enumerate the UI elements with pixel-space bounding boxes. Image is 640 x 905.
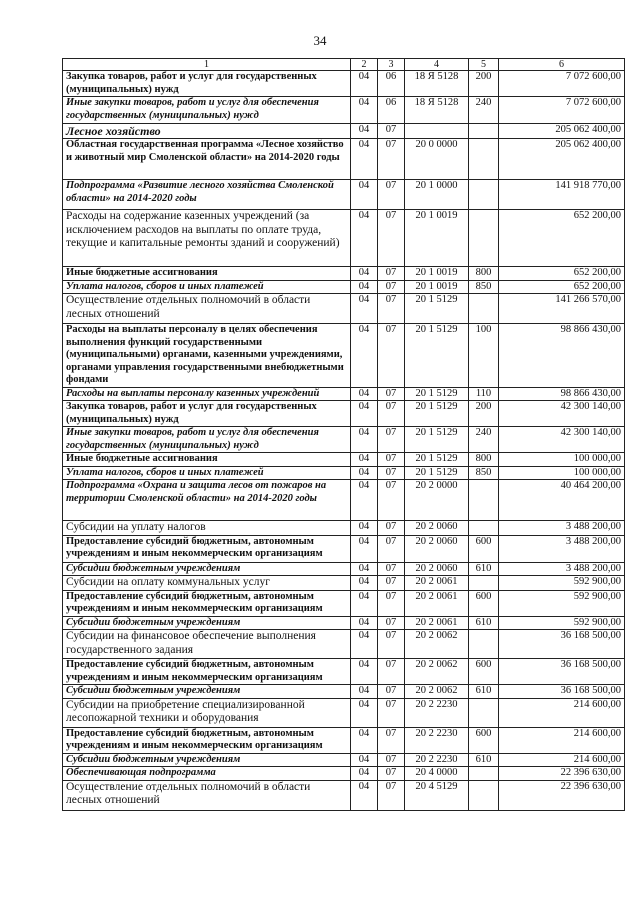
- row-name-cell: Закупка товаров, работ и услуг для государственных (муниципальных) нужд: [63, 71, 351, 97]
- row-amount-cell: 42 300 140,00: [499, 427, 625, 453]
- row-expense-type-cell: 240: [469, 97, 499, 124]
- row-name-cell: Уплата налогов, сборов и иных платежей: [63, 466, 351, 480]
- table-row: [63, 535, 625, 562]
- table-row: [63, 780, 625, 810]
- row-expense-type-cell: 800: [469, 453, 499, 467]
- row-subsection-cell: 07: [378, 324, 405, 388]
- table-row: [63, 124, 625, 139]
- row-section-cell: 04: [351, 294, 378, 324]
- row-section-cell: 04: [351, 139, 378, 180]
- page-number: 34: [313, 33, 327, 48]
- row-subsection-cell: 07: [378, 427, 405, 453]
- row-target-code-cell: 20 2 0062: [405, 630, 469, 659]
- row-expense-type-cell: 850: [469, 280, 499, 294]
- row-name-cell: Областная государственная программа «Лесное хозяйство и животный мир Смоленской области» на 2014-2020 годы: [63, 139, 351, 180]
- row-target-code-cell: 20 2 0060: [405, 535, 469, 562]
- row-name-cell: Подпрограмма «Развитие лесного хозяйства Смоленской области» на 2014-2020 годы: [63, 180, 351, 210]
- row-name-cell: Расходы на выплаты персоналу в целях обеспечения выполнения функций государственными (муниципальными) органами, казенными учреждениями, органами управления государственными внебюджетными фондами: [63, 324, 351, 388]
- row-expense-type-cell: 200: [469, 401, 499, 427]
- row-name-cell: Субсидии на оплату коммунальных услуг: [63, 576, 351, 591]
- table-row: [63, 427, 625, 453]
- row-target-code-cell: 20 1 5129: [405, 427, 469, 453]
- row-name-cell: Иные бюджетные ассигнования: [63, 453, 351, 467]
- row-subsection-cell: 07: [378, 480, 405, 521]
- row-target-code-cell: 20 2 0061: [405, 590, 469, 616]
- table-row: [63, 727, 625, 753]
- row-expense-type-cell: [469, 294, 499, 324]
- row-name-cell: Субсидии бюджетным учреждениям: [63, 562, 351, 576]
- row-name-cell: Закупка товаров, работ и услуг для государственных (муниципальных) нужд: [63, 401, 351, 427]
- row-amount-cell: 205 062 400,00: [499, 139, 625, 180]
- row-amount-cell: 205 062 400,00: [499, 124, 625, 139]
- row-section-cell: 04: [351, 767, 378, 781]
- table-body: [63, 71, 625, 811]
- row-name-cell: Субсидии на финансовое обеспечение выполнения государственного задания: [63, 630, 351, 659]
- row-subsection-cell: 07: [378, 535, 405, 562]
- row-section-cell: 04: [351, 521, 378, 536]
- table-row: [63, 562, 625, 576]
- row-target-code-cell: 20 0 0000: [405, 139, 469, 180]
- row-amount-cell: 42 300 140,00: [499, 401, 625, 427]
- row-subsection-cell: 07: [378, 780, 405, 810]
- table-row: [63, 294, 625, 324]
- row-amount-cell: 592 900,00: [499, 576, 625, 591]
- table-row: [63, 267, 625, 281]
- row-expense-type-cell: [469, 576, 499, 591]
- row-subsection-cell: 07: [378, 280, 405, 294]
- row-expense-type-cell: 610: [469, 753, 499, 767]
- row-target-code-cell: 20 2 0060: [405, 521, 469, 536]
- table-row: [63, 630, 625, 659]
- row-target-code-cell: 20 1 0019: [405, 280, 469, 294]
- table-row: [63, 698, 625, 727]
- row-amount-cell: 98 866 430,00: [499, 324, 625, 388]
- row-name-cell: Субсидии бюджетным учреждениям: [63, 753, 351, 767]
- row-name-cell: Осуществление отдельных полномочий в области лесных отношений: [63, 780, 351, 810]
- row-amount-cell: 100 000,00: [499, 466, 625, 480]
- row-name-cell: Субсидии бюджетным учреждениям: [63, 616, 351, 630]
- row-section-cell: 04: [351, 124, 378, 139]
- table-row: [63, 139, 625, 180]
- row-target-code-cell: 20 2 2230: [405, 727, 469, 753]
- row-target-code-cell: 20 1 5129: [405, 453, 469, 467]
- row-subsection-cell: 07: [378, 294, 405, 324]
- table-row: [63, 97, 625, 124]
- row-expense-type-cell: 600: [469, 590, 499, 616]
- row-subsection-cell: 07: [378, 139, 405, 180]
- row-section-cell: 04: [351, 453, 378, 467]
- row-section-cell: 04: [351, 590, 378, 616]
- row-expense-type-cell: 600: [469, 727, 499, 753]
- table-row: [63, 71, 625, 97]
- row-amount-cell: 652 200,00: [499, 267, 625, 281]
- row-expense-type-cell: [469, 210, 499, 267]
- row-subsection-cell: 07: [378, 685, 405, 699]
- row-target-code-cell: 20 2 0060: [405, 562, 469, 576]
- row-subsection-cell: 06: [378, 71, 405, 97]
- row-name-cell: Осуществление отдельных полномочий в области лесных отношений: [63, 294, 351, 324]
- table-row: [63, 324, 625, 388]
- row-section-cell: 04: [351, 698, 378, 727]
- row-name-cell: Расходы на содержание казенных учреждений (за исключением расходов на выплаты по оплате труда, текущие и капитальные ремонты зданий и сооружений): [63, 210, 351, 267]
- row-amount-cell: 141 266 570,00: [499, 294, 625, 324]
- row-amount-cell: 3 488 200,00: [499, 562, 625, 576]
- row-target-code-cell: 18 Я 5128: [405, 71, 469, 97]
- header-cell: 1: [63, 59, 351, 71]
- row-name-cell: Иные закупки товаров, работ и услуг для обеспечения государственных (муниципальных) нужд: [63, 427, 351, 453]
- table-row: [63, 280, 625, 294]
- row-section-cell: 04: [351, 753, 378, 767]
- header-cell: 4: [405, 59, 469, 71]
- row-section-cell: 04: [351, 210, 378, 267]
- row-subsection-cell: 06: [378, 97, 405, 124]
- row-target-code-cell: 20 4 5129: [405, 780, 469, 810]
- row-subsection-cell: 07: [378, 767, 405, 781]
- row-subsection-cell: 07: [378, 753, 405, 767]
- row-section-cell: 04: [351, 71, 378, 97]
- row-amount-cell: 592 900,00: [499, 590, 625, 616]
- row-target-code-cell: 20 4 0000: [405, 767, 469, 781]
- budget-table: [62, 58, 625, 811]
- header-cell: 5: [469, 59, 499, 71]
- row-name-cell: Субсидии на уплату налогов: [63, 521, 351, 536]
- table-row: [63, 767, 625, 781]
- row-target-code-cell: 20 2 0062: [405, 659, 469, 685]
- row-expense-type-cell: 850: [469, 466, 499, 480]
- row-expense-type-cell: 610: [469, 685, 499, 699]
- row-expense-type-cell: 110: [469, 387, 499, 401]
- row-section-cell: 04: [351, 97, 378, 124]
- row-expense-type-cell: 610: [469, 562, 499, 576]
- row-amount-cell: 100 000,00: [499, 453, 625, 467]
- row-name-cell: Субсидии на приобретение специализированной лесопожарной техники и оборудования: [63, 698, 351, 727]
- row-amount-cell: 3 488 200,00: [499, 521, 625, 536]
- row-section-cell: 04: [351, 180, 378, 210]
- row-target-code-cell: 20 1 5129: [405, 466, 469, 480]
- row-subsection-cell: 07: [378, 698, 405, 727]
- row-amount-cell: 22 396 630,00: [499, 780, 625, 810]
- row-subsection-cell: 07: [378, 401, 405, 427]
- row-target-code-cell: 20 1 5129: [405, 401, 469, 427]
- row-subsection-cell: 07: [378, 727, 405, 753]
- row-section-cell: 04: [351, 387, 378, 401]
- row-expense-type-cell: 100: [469, 324, 499, 388]
- table-row: [63, 180, 625, 210]
- table-row: [63, 453, 625, 467]
- row-section-cell: 04: [351, 535, 378, 562]
- table-row: [63, 590, 625, 616]
- row-amount-cell: 7 072 600,00: [499, 71, 625, 97]
- row-amount-cell: 36 168 500,00: [499, 630, 625, 659]
- row-amount-cell: 36 168 500,00: [499, 685, 625, 699]
- row-name-cell: Расходы на выплаты персоналу казенных учреждений: [63, 387, 351, 401]
- row-expense-type-cell: [469, 124, 499, 139]
- row-expense-type-cell: 600: [469, 659, 499, 685]
- row-amount-cell: 22 396 630,00: [499, 767, 625, 781]
- row-name-cell: Предоставление субсидий бюджетным, автономным учреждениям и иным некоммерческим организациям: [63, 535, 351, 562]
- row-section-cell: 04: [351, 324, 378, 388]
- table-row: [63, 466, 625, 480]
- row-name-cell: Уплата налогов, сборов и иных платежей: [63, 280, 351, 294]
- row-amount-cell: 141 918 770,00: [499, 180, 625, 210]
- row-section-cell: 04: [351, 427, 378, 453]
- row-amount-cell: 652 200,00: [499, 210, 625, 267]
- row-expense-type-cell: [469, 480, 499, 521]
- header-cell: 2: [351, 59, 378, 71]
- row-subsection-cell: 07: [378, 659, 405, 685]
- row-name-cell: Подпрограмма «Охрана и защита лесов от пожаров на территории Смоленской области» на 2014-2020 годы: [63, 480, 351, 521]
- table-row: [63, 480, 625, 521]
- table-row: [63, 685, 625, 699]
- header-cell: 6: [499, 59, 625, 71]
- row-expense-type-cell: [469, 139, 499, 180]
- row-target-code-cell: 20 2 2230: [405, 753, 469, 767]
- row-section-cell: 04: [351, 401, 378, 427]
- row-section-cell: 04: [351, 659, 378, 685]
- row-name-cell: Иные бюджетные ассигнования: [63, 267, 351, 281]
- row-subsection-cell: 07: [378, 616, 405, 630]
- row-section-cell: 04: [351, 562, 378, 576]
- row-amount-cell: 652 200,00: [499, 280, 625, 294]
- row-subsection-cell: 07: [378, 521, 405, 536]
- row-section-cell: 04: [351, 267, 378, 281]
- row-expense-type-cell: [469, 180, 499, 210]
- row-section-cell: 04: [351, 727, 378, 753]
- row-subsection-cell: 07: [378, 576, 405, 591]
- row-target-code-cell: [405, 124, 469, 139]
- row-amount-cell: 7 072 600,00: [499, 97, 625, 124]
- row-section-cell: 04: [351, 630, 378, 659]
- row-amount-cell: 36 168 500,00: [499, 659, 625, 685]
- row-amount-cell: 3 488 200,00: [499, 535, 625, 562]
- row-subsection-cell: 07: [378, 562, 405, 576]
- row-name-cell: Предоставление субсидий бюджетным, автономным учреждениям и иным некоммерческим организациям: [63, 590, 351, 616]
- row-name-cell: Лесное хозяйство: [63, 124, 351, 139]
- row-section-cell: 04: [351, 466, 378, 480]
- row-amount-cell: 214 600,00: [499, 727, 625, 753]
- header-cell: 3: [378, 59, 405, 71]
- row-name-cell: Предоставление субсидий бюджетным, автономным учреждениям и иным некоммерческим организациям: [63, 727, 351, 753]
- row-amount-cell: 214 600,00: [499, 753, 625, 767]
- row-subsection-cell: 07: [378, 466, 405, 480]
- row-expense-type-cell: [469, 521, 499, 536]
- row-name-cell: Предоставление субсидий бюджетным, автономным учреждениям и иным некоммерческим организациям: [63, 659, 351, 685]
- row-expense-type-cell: [469, 630, 499, 659]
- row-amount-cell: 592 900,00: [499, 616, 625, 630]
- row-target-code-cell: 20 2 0061: [405, 616, 469, 630]
- row-target-code-cell: 20 2 0061: [405, 576, 469, 591]
- table-row: [63, 387, 625, 401]
- row-amount-cell: 40 464 200,00: [499, 480, 625, 521]
- table-row: [63, 210, 625, 267]
- row-target-code-cell: 20 1 0000: [405, 180, 469, 210]
- row-target-code-cell: 20 1 5129: [405, 387, 469, 401]
- row-target-code-cell: 20 1 0019: [405, 267, 469, 281]
- row-target-code-cell: 20 2 2230: [405, 698, 469, 727]
- row-section-cell: 04: [351, 780, 378, 810]
- row-name-cell: Иные закупки товаров, работ и услуг для обеспечения государственных (муниципальных) нужд: [63, 97, 351, 124]
- row-expense-type-cell: 610: [469, 616, 499, 630]
- header-row: [63, 59, 625, 71]
- row-target-code-cell: 20 1 0019: [405, 210, 469, 267]
- row-name-cell: Обеспечивающая подпрограмма: [63, 767, 351, 781]
- row-name-cell: Субсидии бюджетным учреждениям: [63, 685, 351, 699]
- row-target-code-cell: 20 2 0062: [405, 685, 469, 699]
- row-expense-type-cell: 240: [469, 427, 499, 453]
- table-row: [63, 576, 625, 591]
- row-expense-type-cell: [469, 698, 499, 727]
- row-expense-type-cell: 600: [469, 535, 499, 562]
- row-subsection-cell: 07: [378, 180, 405, 210]
- row-section-cell: 04: [351, 280, 378, 294]
- row-section-cell: 04: [351, 576, 378, 591]
- row-target-code-cell: 20 2 0000: [405, 480, 469, 521]
- row-section-cell: 04: [351, 685, 378, 699]
- row-expense-type-cell: 800: [469, 267, 499, 281]
- row-target-code-cell: 20 1 5129: [405, 294, 469, 324]
- row-subsection-cell: 07: [378, 387, 405, 401]
- row-section-cell: 04: [351, 616, 378, 630]
- row-target-code-cell: 20 1 5129: [405, 324, 469, 388]
- row-expense-type-cell: [469, 767, 499, 781]
- row-target-code-cell: 18 Я 5128: [405, 97, 469, 124]
- row-subsection-cell: 07: [378, 630, 405, 659]
- table-row: [63, 616, 625, 630]
- table-row: [63, 753, 625, 767]
- row-subsection-cell: 07: [378, 453, 405, 467]
- table-row: [63, 401, 625, 427]
- table-row: [63, 521, 625, 536]
- row-expense-type-cell: 200: [469, 71, 499, 97]
- table-row: [63, 659, 625, 685]
- row-amount-cell: 98 866 430,00: [499, 387, 625, 401]
- row-section-cell: 04: [351, 480, 378, 521]
- row-amount-cell: 214 600,00: [499, 698, 625, 727]
- row-expense-type-cell: [469, 780, 499, 810]
- row-subsection-cell: 07: [378, 267, 405, 281]
- row-subsection-cell: 07: [378, 210, 405, 267]
- row-subsection-cell: 07: [378, 124, 405, 139]
- row-subsection-cell: 07: [378, 590, 405, 616]
